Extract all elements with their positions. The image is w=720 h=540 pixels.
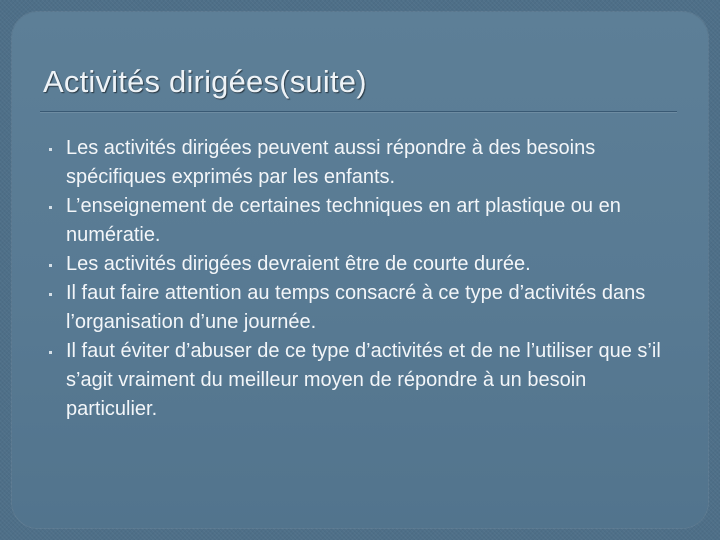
bullet-icon: [49, 206, 52, 209]
bullet-text: L’enseignement de certaines techniques en art plastique ou en numératie.: [66, 195, 621, 246]
bullet-text: Il faut faire attention au temps consacré à ce type d’activités dans l’organisation d’une journée.: [66, 282, 646, 333]
bullet-text: Les activités dirigées devraient être de courte durée.: [66, 253, 531, 275]
bullet-list: [66, 134, 676, 424]
bullet-icon: [49, 264, 52, 267]
bullet-item: [66, 134, 676, 192]
title-divider: [40, 111, 677, 112]
bullet-item: [66, 250, 676, 279]
bullet-item: [66, 337, 676, 424]
bullet-item: [66, 279, 676, 337]
bullet-icon: [49, 293, 52, 296]
bullet-icon: [49, 148, 52, 151]
slide-title: Activités dirigées(suite): [43, 64, 367, 99]
bullet-icon: [49, 351, 52, 354]
bullet-item: [66, 192, 676, 250]
bullet-text: Il faut éviter d’abuser de ce type d’activités et de ne l’utiliser que s’il s’agit vraiment du meilleur moyen de répondre à un besoin particulier.: [66, 340, 661, 420]
bullet-text: Les activités dirigées peuvent aussi répondre à des besoins spécifiques exprimés par les enfants.: [66, 137, 596, 188]
